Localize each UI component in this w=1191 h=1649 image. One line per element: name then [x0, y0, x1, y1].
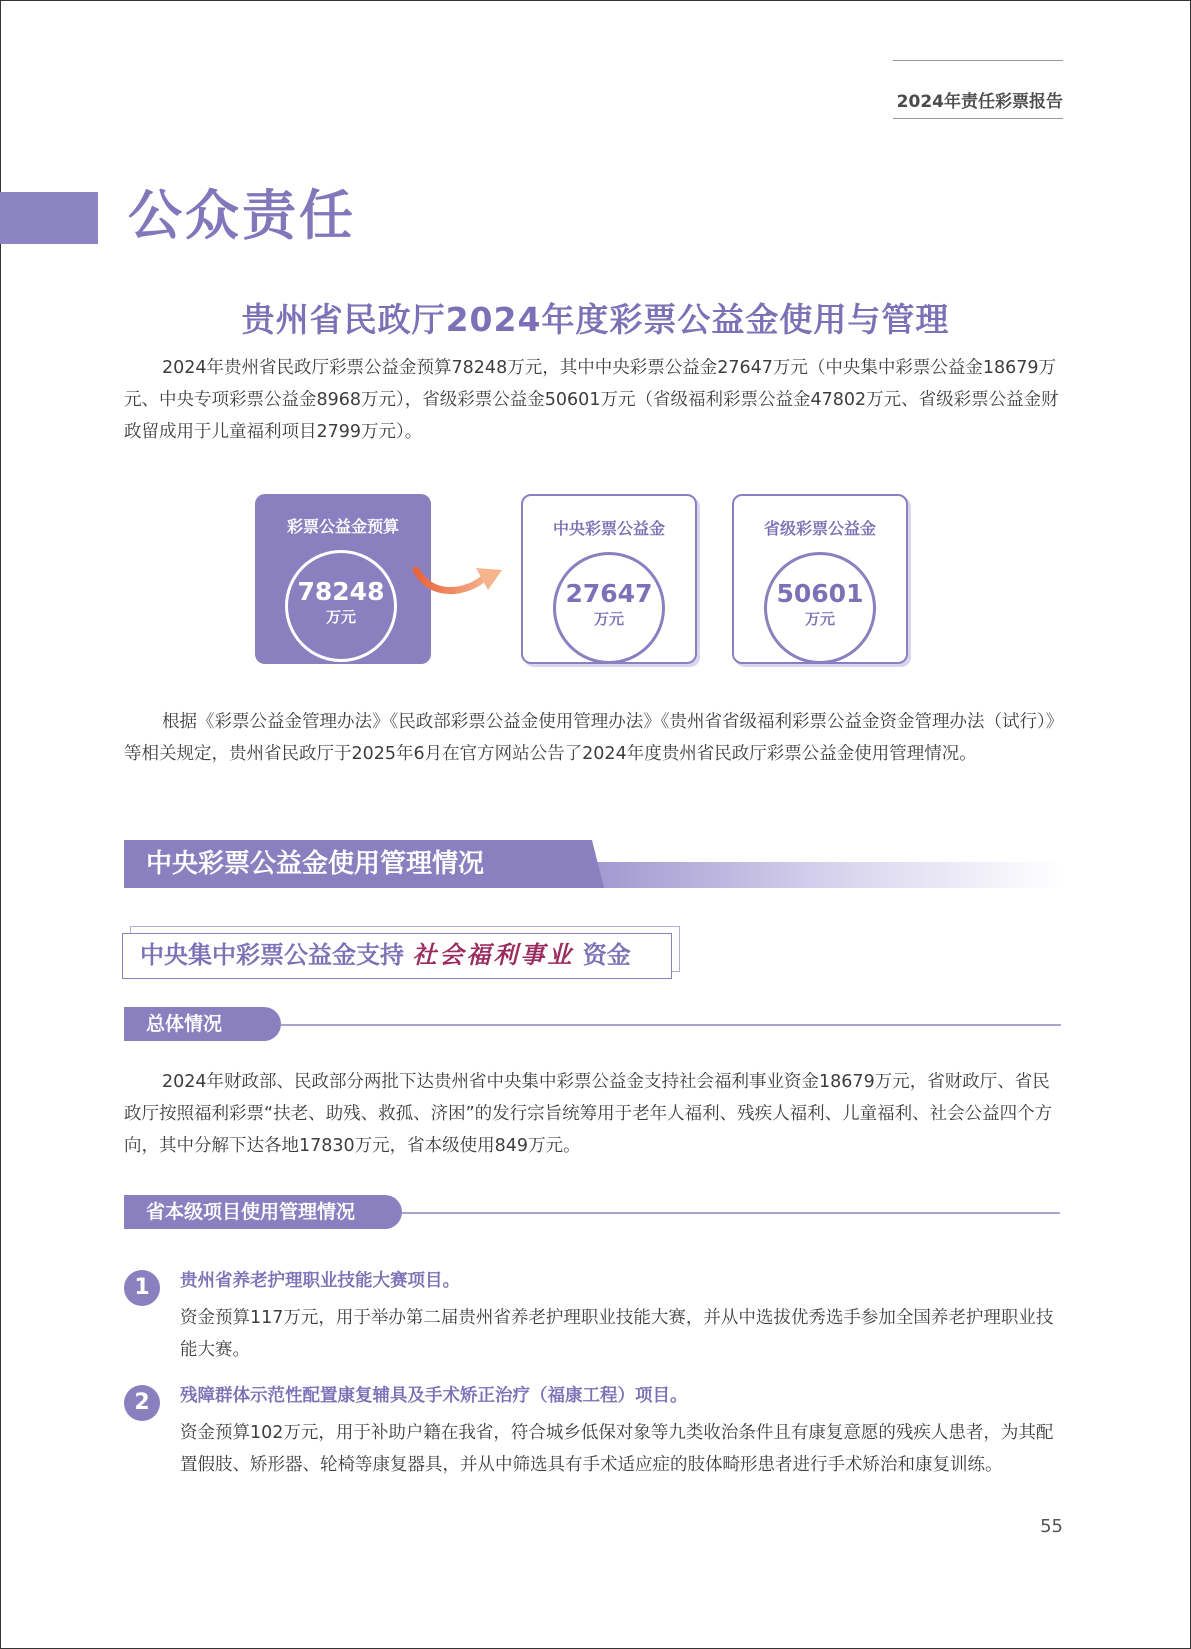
report-title: 2024年责任彩票报告 [896, 92, 1063, 112]
card-label: 中央彩票公益金 [552, 519, 665, 538]
overview-heading-pill [124, 1007, 281, 1041]
basis-paragraph: 根据《彩票公益金管理办法》《民政部彩票公益金使用管理办法》《贵州省省级福利彩票公益金资金管理办法（试行）》等相关规定，贵州省民政厅于2025年6月在官方网站公告了2024年度贵州省民政厅彩票公益金使用管理情况。 [124, 712, 1055, 764]
card-value: 78248 [297, 577, 385, 606]
overview-heading: 总体情况 [146, 1013, 223, 1035]
item-number-badge: 1 [124, 1270, 160, 1306]
subtitle-suffix: 资金 [582, 941, 631, 969]
card-unit: 万元 [325, 608, 356, 626]
item-title: 贵州省养老护理职业技能大赛项目。 [180, 1271, 460, 1291]
section-banner [124, 840, 1062, 888]
subtitle-prefix: 中央集中彩票公益金支持 [140, 941, 404, 969]
card-label: 彩票公益金预算 [286, 517, 399, 536]
provincial-heading-pill [124, 1195, 402, 1229]
banner-gradient-bar [564, 862, 1062, 888]
banner-title: 中央彩票公益金使用管理情况 [146, 849, 485, 879]
card-unit: 万元 [804, 610, 835, 628]
central-fund-card [521, 494, 697, 664]
section-title: 公众责任 [128, 184, 356, 247]
provincial-fund-card [732, 494, 908, 664]
page-number: 55 [1040, 1516, 1063, 1537]
section-marker-block [0, 192, 98, 244]
card-label: 省级彩票公益金 [763, 519, 876, 538]
item-body: 资金预算117万元，用于举办第二届贵州省养老护理职业技能大赛，并从中选拔优秀选手参加全国养老护理职业技能大赛。 [180, 1308, 1054, 1360]
overview-paragraph: 2024年财政部、民政部分两批下达贵州省中央集中彩票公益金支持社会福利事业资金18679万元，省财政厅、省民政厅按照福利彩票“扶老、助残、救孤、济困”的发行宗旨统筹用于老年人福利、残疾人福利、儿童福利、社会公益四个方向，其中分解下达各地17830万元，省本级使用849万元。 [124, 1072, 1053, 1156]
provincial-rule [402, 1212, 1060, 1214]
running-header [893, 60, 1063, 119]
value-ring [285, 550, 397, 662]
value-ring [764, 552, 876, 664]
card-unit: 万元 [593, 610, 624, 628]
overview-rule [281, 1024, 1061, 1026]
value-ring [553, 552, 665, 664]
intro-paragraph: 2024年贵州省民政厅彩票公益金预算78248万元，其中中央彩票公益金27647万元（中央集中彩票公益金18679万元、中央专项彩票公益金8968万元），省级彩票公益金50601万元（省级福利彩票公益金47802万元、省级彩票公益金财政留成用于儿童福利项目2799万元）。 [124, 358, 1059, 442]
item-title: 残障群体示范性配置康复辅具及手术矫正治疗（福康工程）项目。 [180, 1386, 688, 1406]
subtitle-highlight: 社会福利事业 [412, 940, 575, 969]
card-value: 27647 [565, 579, 653, 608]
budget-card [255, 494, 431, 664]
page-title: 贵州省民政厅2024年度彩票公益金使用与管理 [241, 300, 950, 339]
provincial-heading: 省本级项目使用管理情况 [146, 1201, 356, 1223]
item-body: 资金预算102万元，用于补助户籍在我省，符合城乡低保对象等九类收治条件且有康复意愿的残疾人患者，为其配置假肢、矫形器、轮椅等康复器具，并从中筛选具有手术适应症的肢体畸形患者进行手术矫治和康复训练。 [180, 1423, 1054, 1475]
curved-arrow-icon [410, 560, 506, 610]
item-number-badge: 2 [124, 1385, 160, 1421]
framed-subtitle [140, 938, 631, 972]
card-value: 50601 [776, 579, 864, 608]
